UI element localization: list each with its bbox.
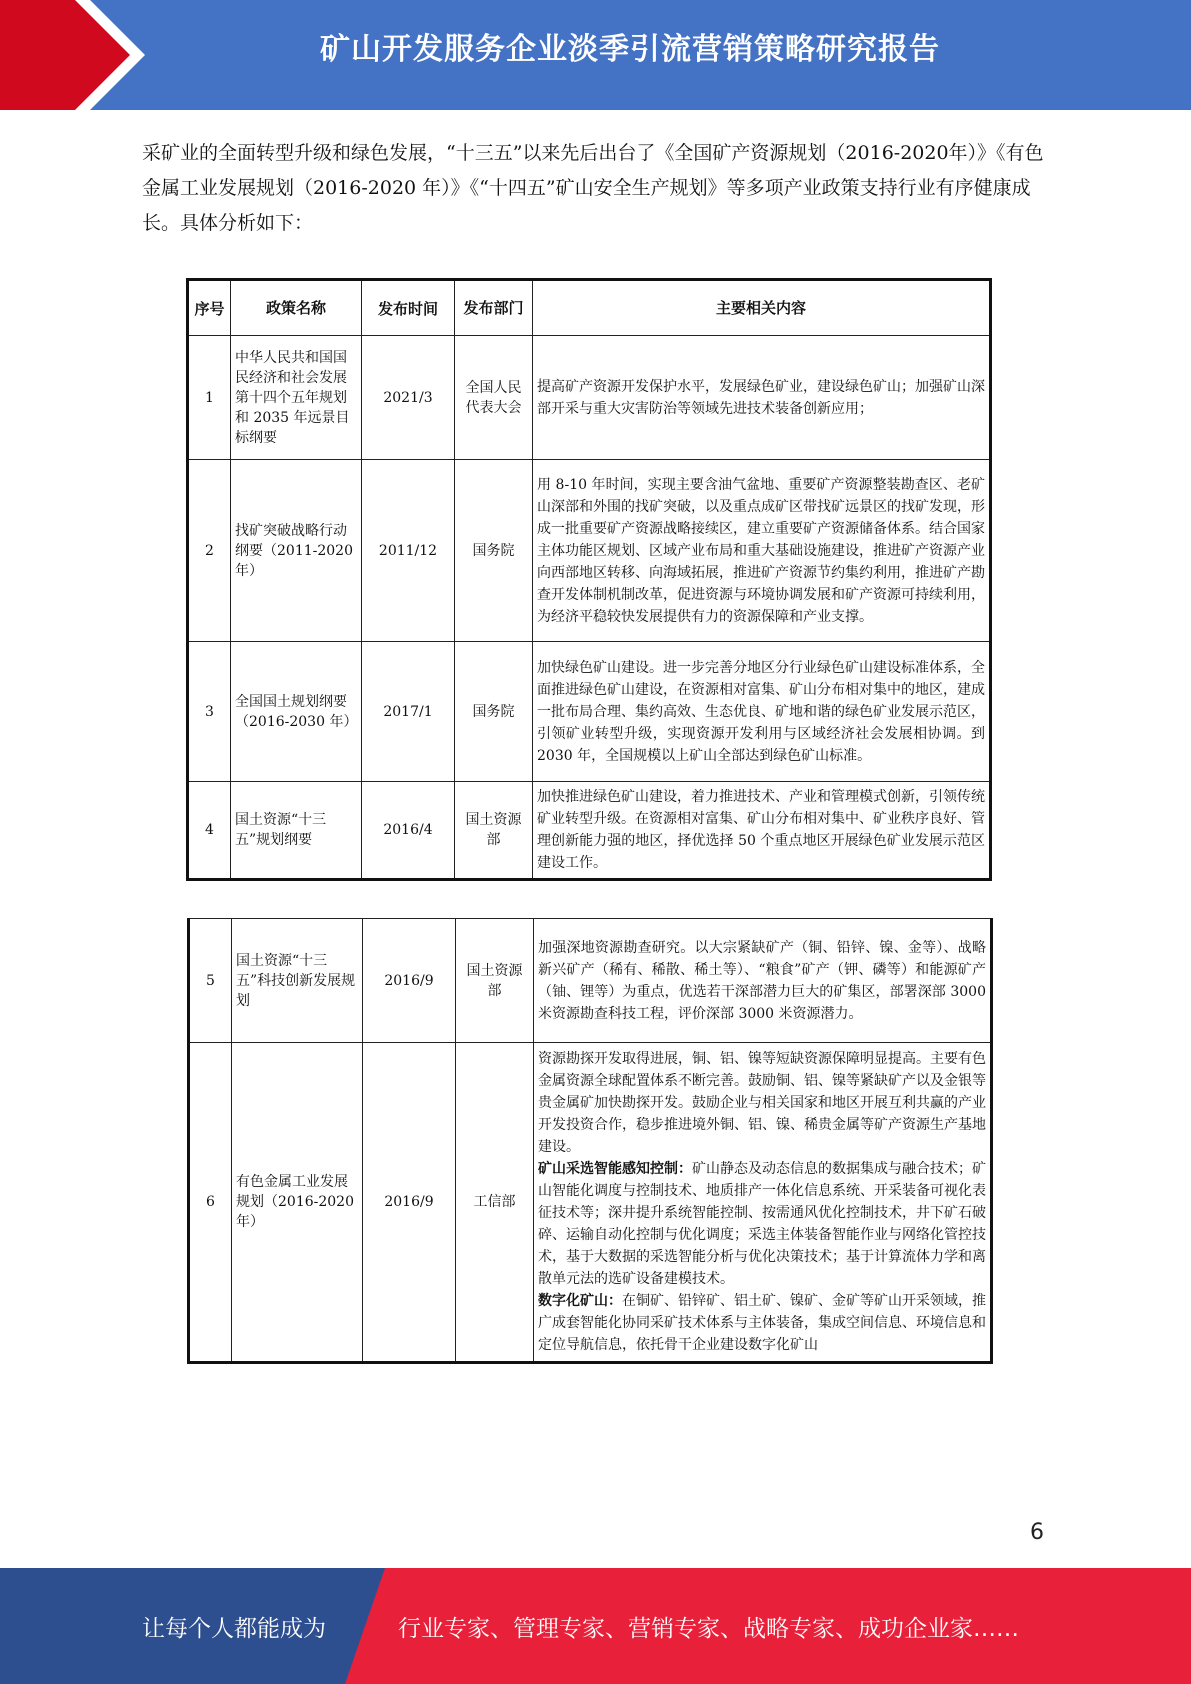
row-name: 全国国土规划纲要（2016-2030 年） (231, 642, 362, 782)
row-name: 国土资源“十三五”科技创新发展规划 (232, 919, 363, 1043)
content-paragraph: 矿山静态及动态信息的数据集成与融合技术；矿山智能化调度与控制技术、地质排产一体化信息系统、开采装备可视化表征技术等；深井提升系统智能控制、按需通风优化控制技术，井下矿石破碎、运输自动化控制与优化调度；采选主体装备智能作业与网络化管控技术，基于大数据的采选智能分析与优化决策技术；基于计算流体力学和离散单元法的选矿设备建模技术。 (538, 1161, 986, 1287)
header-no: 序号 (188, 280, 231, 336)
row-no: 2 (188, 460, 231, 642)
header-name: 政策名称 (231, 280, 362, 336)
intro-paragraph: 采矿业的全面转型升级和绿色发展，“十三五”以来先后出台了《全国矿产资源规划（2016-2020年）》《有色金属工业发展规划（2016-2020 年）》《“十四五”矿山安全生产规划》等多项产业政策支持行业有序健康成长。具体分析如下： (142, 142, 1044, 234)
row-no: 3 (188, 642, 231, 782)
table-row (188, 336, 991, 460)
content-heading: 数字化矿山： (538, 1293, 622, 1309)
header-date: 发布时间 (362, 280, 455, 336)
row-date: 2016/4 (362, 782, 455, 880)
row-dept: 国务院 (455, 642, 533, 782)
policy-table-part2 (187, 918, 993, 1364)
row-date: 2016/9 (363, 919, 456, 1043)
table-row (188, 460, 991, 642)
content-heading: 矿山采选智能感知控制： (538, 1161, 692, 1177)
footer-slogan-right: 行业专家、管理专家、营销专家、战略专家、成功企业家…… (398, 1616, 1019, 1642)
content-paragraph: 在铜矿、铅锌矿、铝土矿、镍矿、金矿等矿山开采领域，推广成套智能化协同采矿技术体系与主体装备，集成空间信息、环境信息和定位导航信息，依托骨干企业建设数字化矿山 (538, 1293, 986, 1353)
table-row (188, 642, 991, 782)
table-row (188, 782, 991, 880)
row-name: 国土资源“十三五”规划纲要 (231, 782, 362, 880)
header-chevron-icon (0, 0, 150, 110)
page-number: 6 (1030, 1520, 1044, 1545)
header-content: 主要相关内容 (533, 280, 991, 336)
table-header-row (188, 280, 991, 336)
row-content: 加强深地资源勘查研究。以大宗紧缺矿产（铜、铅锌、镍、金等）、战略新兴矿产（稀有、稀散、稀土等）、“粮食”矿产（钾、磷等）和能源矿产（铀、锂等）为重点，优选若干深部潜力巨大的矿集区，部署深部 3000 米资源勘查科技工程，评价深部 3000 米资源潜力。 (534, 919, 992, 1043)
row-date: 2017/1 (362, 642, 455, 782)
row-name: 有色金属工业发展规划（2016-2020 年） (232, 1043, 363, 1363)
footer-slogan-left: 让每个人都能成为 (142, 1616, 326, 1642)
policy-table-part1 (186, 278, 992, 881)
table-row (189, 919, 992, 1043)
row-content: 加快推进绿色矿山建设，着力推进技术、产业和管理模式创新，引领传统矿业转型升级。在资源相对富集、矿山分布相对集中、矿业秩序良好、管理创新能力强的地区，择优选择 50 个重点地区开展绿色矿业发展示范区建设工作。 (533, 782, 991, 880)
header-bar (0, 0, 1191, 110)
row-name: 中华人民共和国国民经济和社会发展第十四个五年规划和 2035 年远景目标纲要 (231, 336, 362, 460)
row-dept: 工信部 (456, 1043, 534, 1363)
row-dept: 国土资源部 (455, 782, 533, 880)
header-dept: 发布部门 (455, 280, 533, 336)
row-content: 用 8-10 年时间，实现主要含油气盆地、重要矿产资源整装勘查区、老矿山深部和外围的找矿突破，以及重点成矿区带找矿远景区的找矿发现，形成一批重要矿产资源战略接续区，建立重要矿产资源储备体系。结合国家主体功能区规划、区域产业布局和重大基础设施建设，推进矿产资源产业向西部地区转移、向海域拓展，推进矿产资源节约集约利用，推进矿产勘查开发体制机制改革，促进资源与环境协调发展和矿产资源可持续利用，为经济平稳较快发展提供有力的资源保障和产业支撑。 (533, 460, 991, 642)
row-date: 2021/3 (362, 336, 455, 460)
row-no: 1 (188, 336, 231, 460)
row-dept: 国土资源部 (456, 919, 534, 1043)
report-title: 矿山开发服务企业淡季引流营销策略研究报告 (320, 32, 940, 67)
row-no: 5 (189, 919, 232, 1043)
row-dept: 全国人民代表大会 (455, 336, 533, 460)
row-dept: 国务院 (455, 460, 533, 642)
row-content: 加快绿色矿山建设。进一步完善分地区分行业绿色矿山建设标准体系，全面推进绿色矿山建设，在资源相对富集、矿山分布相对集中的地区，建成一批布局合理、集约高效、生态优良、矿地和谐的绿色矿业发展示范区，引领矿业转型升级，实现资源开发利用与区域经济社会发展相协调。到 2030 年，全国规模以上矿山全部达到绿色矿山标准。 (533, 642, 991, 782)
row-date: 2016/9 (363, 1043, 456, 1363)
row-content: 提高矿产资源开发保护水平，发展绿色矿业，建设绿色矿山；加强矿山深部开采与重大灾害防治等领域先进技术装备创新应用； (533, 336, 991, 460)
content-paragraph: 资源勘探开发取得进展，铜、铝、镍等短缺资源保障明显提高。主要有色金属资源全球配置体系不断完善。鼓励铜、铝、镍等紧缺矿产以及金银等贵金属矿加快勘探开发。鼓励企业与相关国家和地区开展互利共赢的产业开发投资合作，稳步推进境外铜、铝、镍、稀贵金属等矿产资源生产基地建设。 (538, 1051, 986, 1155)
row-content (534, 1043, 992, 1363)
row-date: 2011/12 (362, 460, 455, 642)
row-name: 找矿突破战略行动纲要（2011-2020 年） (231, 460, 362, 642)
row-no: 4 (188, 782, 231, 880)
row-no: 6 (189, 1043, 232, 1363)
table-row (189, 1043, 992, 1363)
